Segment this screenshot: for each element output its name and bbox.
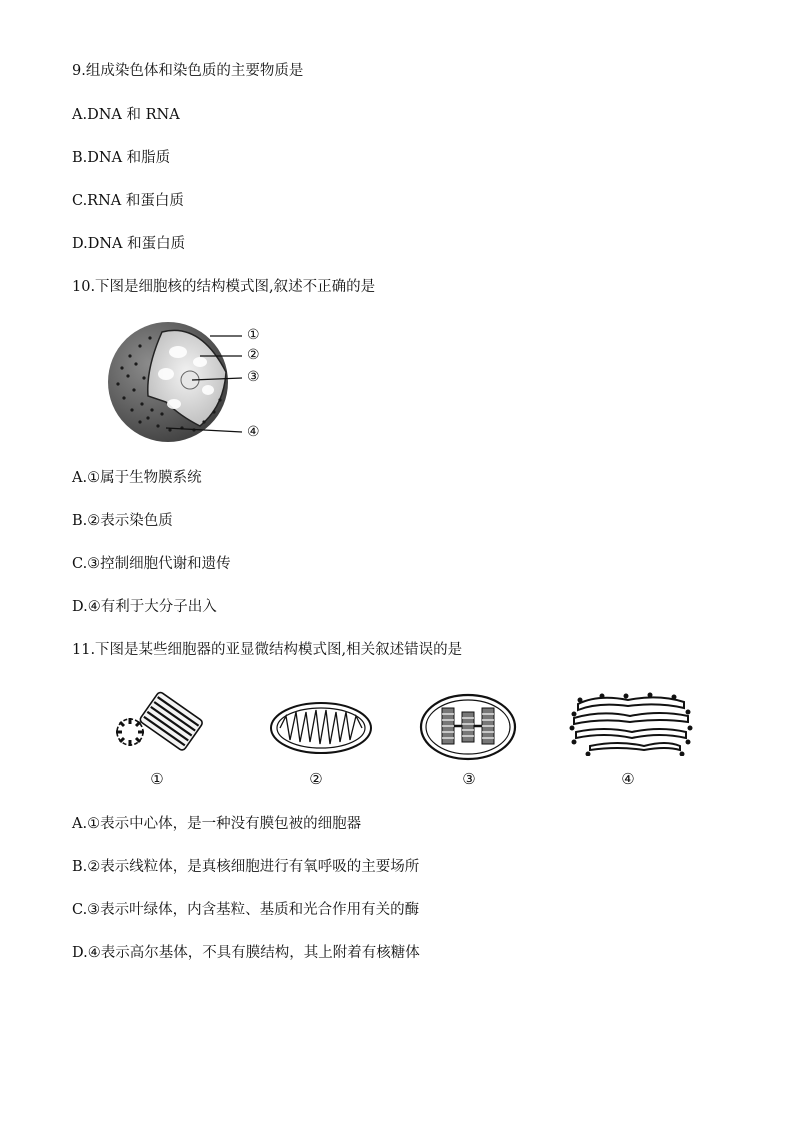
q10-figure-label-2: ② xyxy=(247,347,260,363)
chloroplast-figure xyxy=(418,692,518,762)
q11-stem: 11.下图是某些细胞器的亚显微结构模式图,相关叙述错误的是 xyxy=(72,642,463,658)
q11-figure-caption-3: ③ xyxy=(462,770,476,788)
q11-figure-caption-4: ④ xyxy=(621,770,635,788)
q11-figure-caption-2: ② xyxy=(309,770,323,788)
mitochondrion-figure xyxy=(268,700,374,756)
q11-option-a: A.①表示中心体，是一种没有膜包被的细胞器 xyxy=(72,816,362,832)
q10-figure-label-3: ③ xyxy=(247,369,260,385)
q11-figure-caption-1: ① xyxy=(150,770,164,788)
q10-figure-label-4: ④ xyxy=(247,424,260,440)
centrosome-figure xyxy=(106,686,210,758)
endoplasmic-reticulum-figure xyxy=(568,690,694,756)
q11-option-d: D.④表示高尔基体，不具有膜结构，其上附着有核糖体 xyxy=(72,945,420,961)
q11-option-c: C.③表示叶绿体，内含基粒、基质和光合作用有关的酶 xyxy=(72,902,420,918)
q10-option-d: D.④有利于大分子出入 xyxy=(72,599,217,615)
q10-option-b: B.②表示染色质 xyxy=(72,513,173,529)
q9-option-c: C.RNA 和蛋白质 xyxy=(72,193,184,209)
q9-stem: 9.组成染色体和染色质的主要物质是 xyxy=(72,63,304,79)
q9-option-b: B.DNA 和脂质 xyxy=(72,150,171,166)
q10-stem: 10.下图是细胞核的结构模式图,叙述不正确的是 xyxy=(72,279,376,295)
q10-option-c: C.③控制细胞代谢和遗传 xyxy=(72,556,231,572)
q9-option-a: A.DNA 和 RNA xyxy=(72,107,180,123)
q10-option-a: A.①属于生物膜系统 xyxy=(72,470,202,486)
q10-figure-label-1: ① xyxy=(247,327,260,343)
q9-option-d: D.DNA 和蛋白质 xyxy=(72,236,186,252)
q11-option-b: B.②表示线粒体，是真核细胞进行有氧呼吸的主要场所 xyxy=(72,859,420,875)
